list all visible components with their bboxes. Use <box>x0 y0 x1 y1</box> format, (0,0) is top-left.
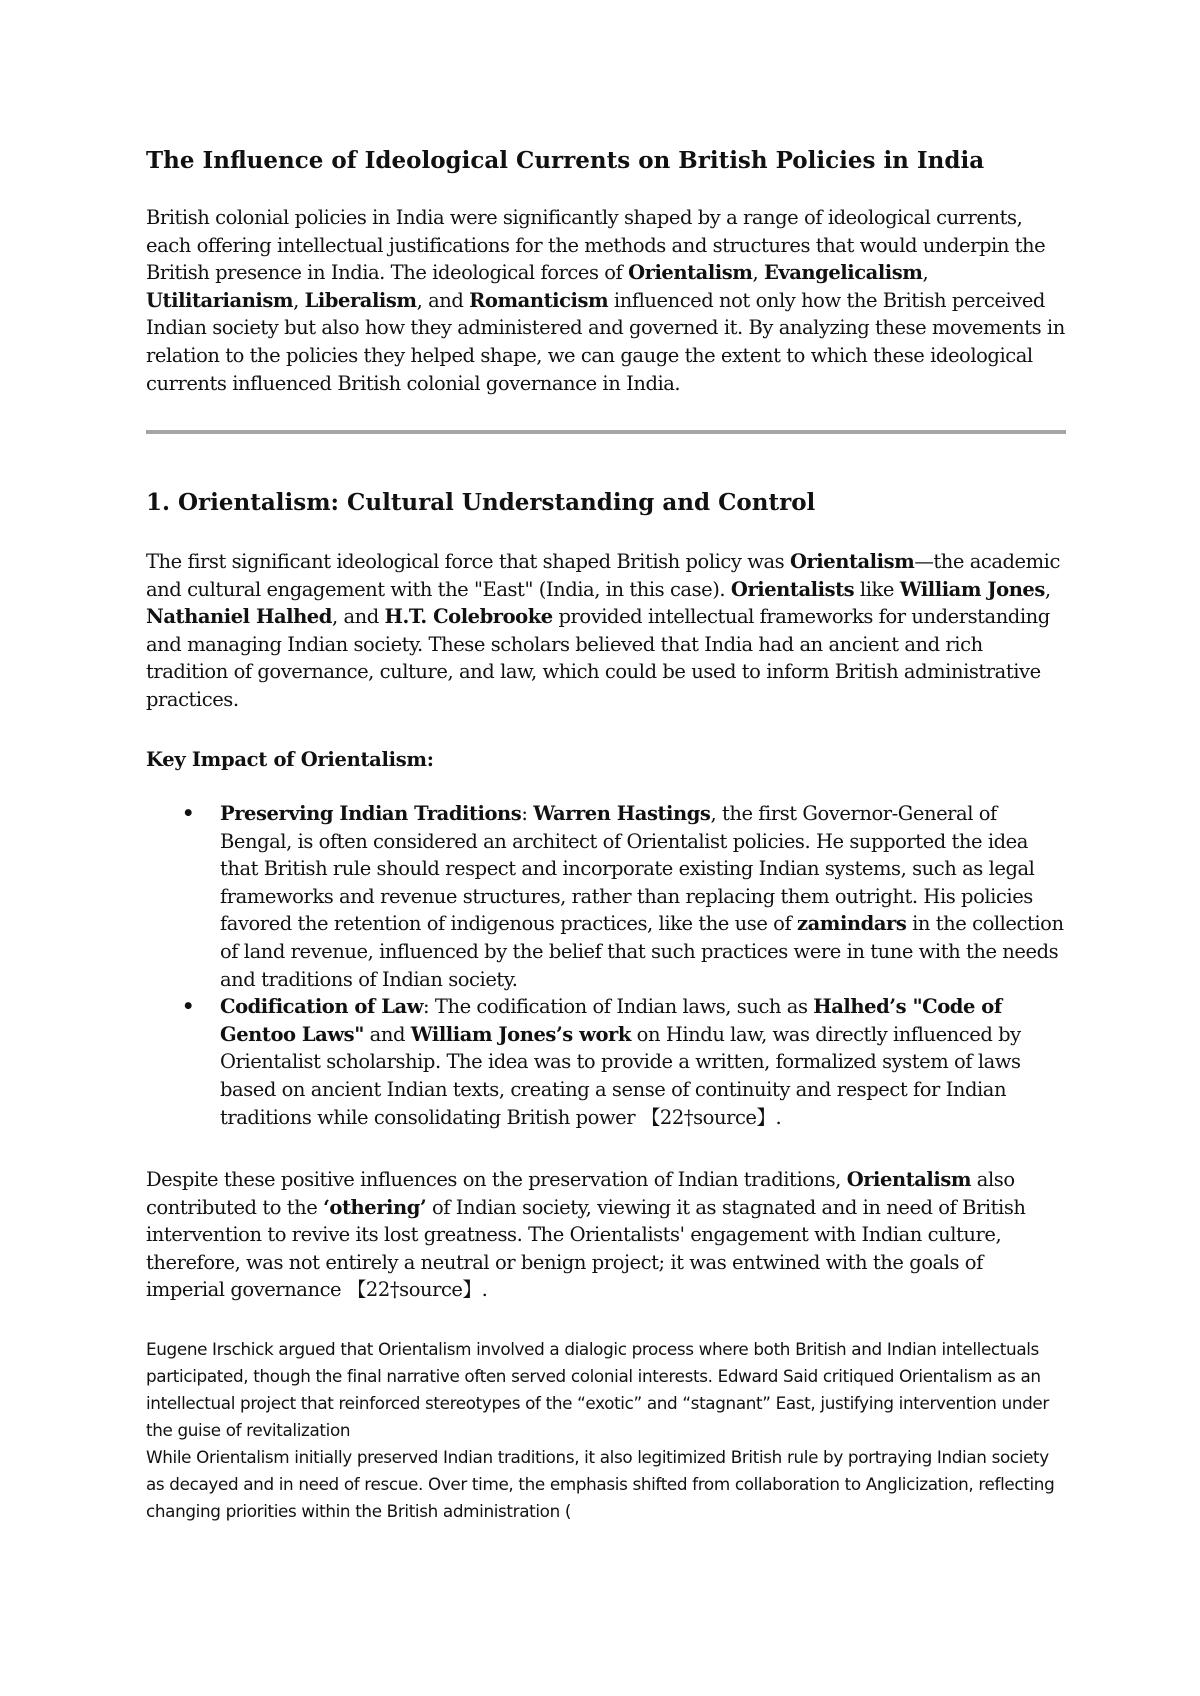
notes-paragraph-irschick: Eugene Irschick argued that Orientalism involved a dialogic process where both British and Indian intellectuals participated, though the final narrative often served colonial interests. Edward Said critiqued Orientalism as an intellectual project that reinforced stereotypes of the “exotic” and “stagnant” East, justifying intervention under the guise of revitalization <box>146 1339 1049 1440</box>
name-nathaniel-halhed: Nathaniel Halhed <box>146 605 332 629</box>
name-colebrooke: H.T. Colebrooke <box>384 605 553 629</box>
separator: : <box>521 802 534 825</box>
notes-paragraph-legitimized: While Orientalism initially preserved Indian traditions, it also legitimized British rule by portraying Indian society as decayed and in need of rescue. Over time, the emphasis shifted from collaboration to Anglicization, reflecting changing priorities within the British administration ( <box>146 1447 1055 1521</box>
term-orientalism: Orientalism <box>846 1168 972 1191</box>
body-text: provided intellectual frameworks for understanding and managing Indian society. These scholars believed that India had an ancient and rich tradition of governance, culture, and law, which could be used to inform British administrative practices. <box>146 605 1050 711</box>
separator: , <box>752 261 764 285</box>
key-impact-heading: Key Impact of Orientalism: <box>146 748 434 771</box>
horizontal-divider <box>146 430 1066 434</box>
bullet-text: in the collection of land revenue, influenced by the belief that such practices were in tune with the needs and traditions of Indian society. <box>220 912 1064 991</box>
name-william-jones: William Jones <box>899 577 1045 601</box>
body-text: also contributed to the <box>146 1168 1015 1219</box>
body-text: like <box>854 577 900 601</box>
body-text: of Indian society, viewing it as stagnated and in need of British intervention to revive its lost greatness. The Orientalists' engagement with Indian culture, therefore, was not entirely a neutral or benign project; it was entwined with the goals of imperial governance 【22†source】. <box>146 1195 1026 1302</box>
term-romanticism: Romanticism <box>469 288 609 312</box>
term-othering: ‘othering’ <box>323 1195 427 1219</box>
bullet-list <box>146 800 1066 1131</box>
intro-text: influenced not only how the British perceived Indian society but also how they administered and governed it. By analyzing these movements in relation to the policies they helped shape, we can gauge the extent to which these ideological currents influenced British colonial governance in India. <box>146 288 1065 395</box>
bullet-text: , the first Governor-General of Bengal, is often considered an architect of Orientalist policies. He supported the idea that British rule should respect and incorporate existing Indian systems, such as legal frameworks and revenue structures, rather than replacing them outright. His policies favored the retention of indigenous practices, like the use of <box>220 802 1035 936</box>
list-item <box>146 800 1066 993</box>
term-code-of-gentoo-laws: Halhed’s "Code of Gentoo Laws" <box>220 995 1002 1046</box>
bullet-text: on Hindu law, was directly influenced by Orientalist scholarship. The idea was to provide a written, formalized system of laws based on ancient Indian texts, creating a sense of continuity and respect for Indian traditions while consolidating British power 【22†source】. <box>220 1022 1021 1129</box>
body-text: The first significant ideological force that shaped British policy was <box>146 550 790 573</box>
term-orientalism: Orientalism <box>789 550 915 573</box>
intro-paragraph <box>146 204 1066 397</box>
bullet-icon: • <box>182 802 195 825</box>
section-heading: 1. Orientalism: Cultural Understanding and Control <box>146 489 816 516</box>
body-text: —the academic and cultural engagement with the "East" (India, in this case). <box>146 550 1060 601</box>
separator: : <box>423 995 435 1019</box>
term-utilitarianism: Utilitarianism <box>146 288 294 312</box>
separator: , <box>922 261 929 285</box>
separator: , <box>293 288 305 312</box>
name-warren-hastings: Warren Hastings <box>533 802 711 825</box>
term-orientalism: Orientalism <box>628 261 753 285</box>
term-jones-work: William Jones’s work <box>410 1022 631 1046</box>
section-body-paragraph <box>146 548 1066 714</box>
term-liberalism: Liberalism <box>304 288 417 312</box>
despite-paragraph <box>146 1166 1066 1304</box>
body-text: Despite these positive influences on the preservation of Indian traditions, <box>146 1168 847 1191</box>
separator: , and <box>416 288 470 312</box>
notes-block <box>146 1336 1066 1525</box>
bullet-text: The codification of Indian laws, such as <box>434 995 814 1019</box>
document-title: The Influence of Ideological Currents on British Policies in India <box>146 147 985 174</box>
bullet-label: Preserving Indian Traditions <box>220 802 522 825</box>
bullet-label: Codification of Law <box>220 995 424 1019</box>
separator: , <box>1044 577 1051 601</box>
bullet-icon: • <box>182 995 195 1019</box>
term-evangelicalism: Evangelicalism <box>763 261 923 285</box>
term-zamindars: zamindars <box>796 912 907 936</box>
separator: , and <box>331 605 385 629</box>
bullet-text: and <box>363 1022 411 1046</box>
intro-text: British colonial policies in India were significantly shaped by a range of ideological currents, each offering intellectual justifications for the methods and structures that would underpin the British presence in India. The ideological forces of <box>146 206 1046 285</box>
term-orientalists: Orientalists <box>730 577 855 601</box>
list-item <box>146 993 1066 1131</box>
